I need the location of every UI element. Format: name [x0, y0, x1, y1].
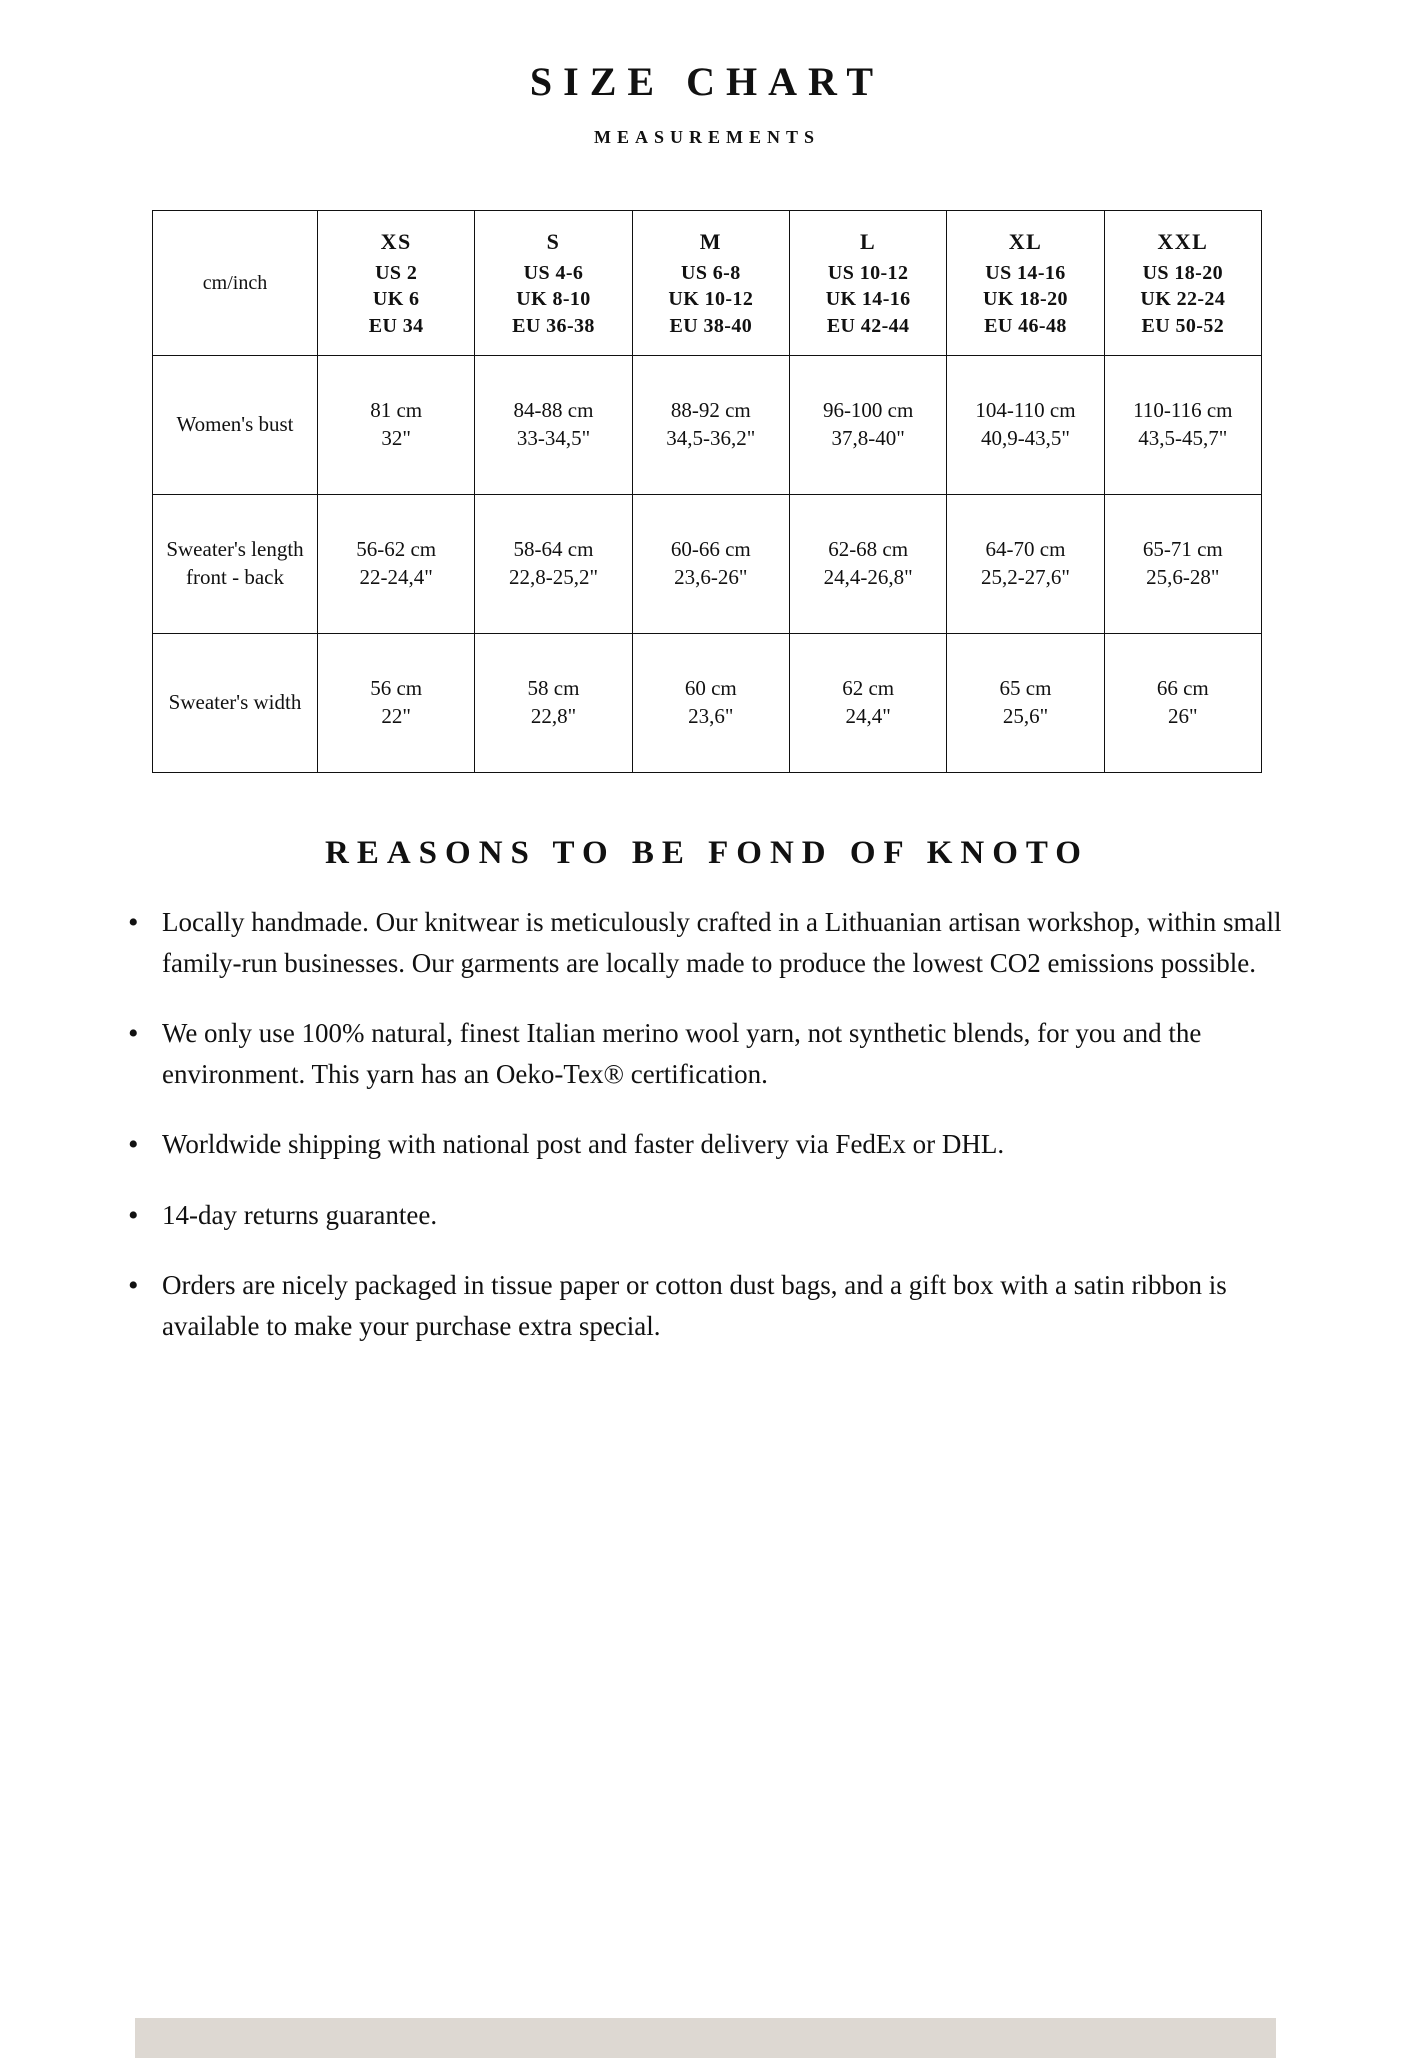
header-cell-s [475, 211, 632, 356]
reasons-title: REASONS TO BE FOND OF KNOTO [325, 835, 1089, 872]
size-chart-table [152, 210, 1262, 773]
header-uk-xs: UK 6 [372, 288, 420, 311]
table-row [153, 495, 1262, 634]
size-chart-page [0, 58, 1414, 2058]
cell-inch: 22,8-25,2" [508, 565, 599, 590]
cell-inch: 43,5-45,7" [1138, 426, 1228, 451]
cell-inch: 26" [1168, 704, 1198, 729]
cell-bust-m [632, 356, 789, 495]
cell-bust-l [789, 356, 946, 495]
cell-cm: 81 cm [370, 398, 423, 423]
page-subtitle: MEASUREMENTS [593, 127, 821, 147]
list-item: • We only use 100% natural, finest Italian merino wool yarn, not synthetic blends, for you and the environment. This yarn has an Oeko-Tex® certification. [120, 1013, 1294, 1094]
cell-width-xl [947, 634, 1104, 773]
table-row [153, 634, 1262, 773]
cell-width-s [475, 634, 632, 773]
cell-inch: 25,6" [1002, 704, 1049, 729]
header-cell-xs [318, 211, 475, 356]
cell-length-s [475, 495, 632, 634]
header-size-s: S [546, 229, 561, 254]
header-size-l: L [860, 229, 877, 254]
cell-inch: 23,6-26" [674, 565, 748, 590]
cell-cm: 65-71 cm [1142, 537, 1223, 562]
cell-length-xs [318, 495, 475, 634]
cell-cm: 60-66 cm [670, 537, 751, 562]
cell-inch: 24,4-26,8" [823, 565, 913, 590]
cell-width-m [632, 634, 789, 773]
cell-cm: 66 cm [1156, 676, 1209, 701]
header-size-xxl: XXL [1157, 229, 1209, 254]
row-label-bust: Women's bust [153, 356, 318, 495]
cell-length-l [789, 495, 946, 634]
table-row [153, 356, 1262, 495]
header-cell-xxl [1104, 211, 1261, 356]
header-us-xxl: US 18-20 [1142, 262, 1224, 285]
cell-bust-xl [947, 356, 1104, 495]
cell-width-xxl [1104, 634, 1261, 773]
cell-inch: 22,8" [530, 704, 577, 729]
cell-cm: 88-92 cm [670, 398, 751, 423]
header-uk-xl: UK 18-20 [983, 288, 1068, 311]
cell-cm: 84-88 cm [513, 398, 594, 423]
list-item: • Worldwide shipping with national post and faster delivery via FedEx or DHL. [120, 1124, 1294, 1165]
header-us-m: US 6-8 [681, 262, 741, 285]
header-size-m: M [699, 229, 722, 254]
cell-cm: 60 cm [684, 676, 737, 701]
cell-cm: 56-62 cm [356, 537, 437, 562]
cell-length-xxl [1104, 495, 1261, 634]
cell-inch: 33-34,5" [516, 426, 591, 451]
cell-cm: 56 cm [370, 676, 423, 701]
cell-length-m [632, 495, 789, 634]
cell-inch: 23,6" [688, 704, 734, 729]
row-label-length: Sweater's length front - back [153, 495, 318, 634]
cell-inch: 25,6-28" [1146, 565, 1220, 590]
header-uk-xxl: UK 22-24 [1140, 288, 1226, 311]
page-title: SIZE CHART [529, 59, 885, 104]
cell-inch: 24,4" [845, 704, 891, 729]
reasons-list [0, 902, 1414, 1346]
cell-cm: 65 cm [999, 676, 1052, 701]
header-eu-m: EU 38-40 [669, 314, 753, 337]
header-cell-xl [947, 211, 1104, 356]
list-item: • Orders are nicely packaged in tissue paper or cotton dust bags, and a gift box with a satin ribbon is available to make your purchase extra special. [120, 1265, 1294, 1346]
cell-bust-s [475, 356, 632, 495]
header-eu-s: EU 36-38 [512, 314, 595, 337]
cell-cm: 62 cm [842, 676, 895, 701]
cell-cm: 96-100 cm [822, 398, 914, 423]
header-eu-l: EU 42-44 [826, 314, 910, 337]
header-us-s: US 4-6 [523, 262, 584, 285]
header-size-xl: XL [1008, 229, 1043, 254]
cell-inch: 22-24,4" [359, 565, 433, 590]
cell-inch: 40,9-43,5" [980, 426, 1071, 451]
cell-inch: 37,8-40" [831, 426, 905, 451]
header-eu-xl: EU 46-48 [984, 314, 1067, 337]
row-label-width: Sweater's width [153, 634, 318, 773]
header-size-xs: XS [380, 229, 412, 254]
cell-inch: 25,2-27,6" [980, 565, 1071, 590]
cell-inch: 22" [381, 704, 411, 729]
header-us-l: US 10-12 [827, 262, 909, 285]
table-header [153, 211, 1262, 356]
header-eu-xxl: EU 50-52 [1141, 314, 1225, 337]
cell-length-xl [947, 495, 1104, 634]
cell-bust-xxl [1104, 356, 1261, 495]
table-body [153, 356, 1262, 773]
header-cell-m [632, 211, 789, 356]
header-cell-l [789, 211, 946, 356]
cell-inch: 34,5-36,2" [666, 426, 756, 451]
cell-cm: 104-110 cm [975, 398, 1076, 423]
header-uk-l: UK 14-16 [825, 288, 911, 311]
cell-cm: 64-70 cm [985, 537, 1066, 562]
header-us-xl: US 14-16 [985, 262, 1066, 285]
cell-cm: 58-64 cm [513, 537, 594, 562]
cell-inch: 32" [381, 426, 411, 451]
list-item: • 14-day returns guarantee. [120, 1195, 1294, 1236]
header-us-xs: US 2 [375, 262, 418, 285]
cell-cm: 110-116 cm [1133, 398, 1233, 423]
table-header-row [153, 211, 1262, 356]
cell-bust-xs [318, 356, 475, 495]
cell-cm: 62-68 cm [828, 537, 909, 562]
bottom-band [135, 2018, 1276, 2058]
header-cell-unit: cm/inch [153, 211, 318, 356]
header-uk-s: UK 8-10 [516, 288, 591, 311]
list-item: • Locally handmade. Our knitwear is meticulously crafted in a Lithuanian artisan workshop, within small family-run businesses. Our garments are locally made to produce the lowest CO2 emissions possible. [120, 902, 1294, 983]
size-chart-table-wrapper [152, 210, 1262, 773]
header-uk-m: UK 10-12 [668, 288, 754, 311]
cell-cm: 58 cm [527, 676, 580, 701]
cell-width-xs [318, 634, 475, 773]
cell-width-l [789, 634, 946, 773]
header-eu-xs: EU 34 [368, 314, 424, 337]
